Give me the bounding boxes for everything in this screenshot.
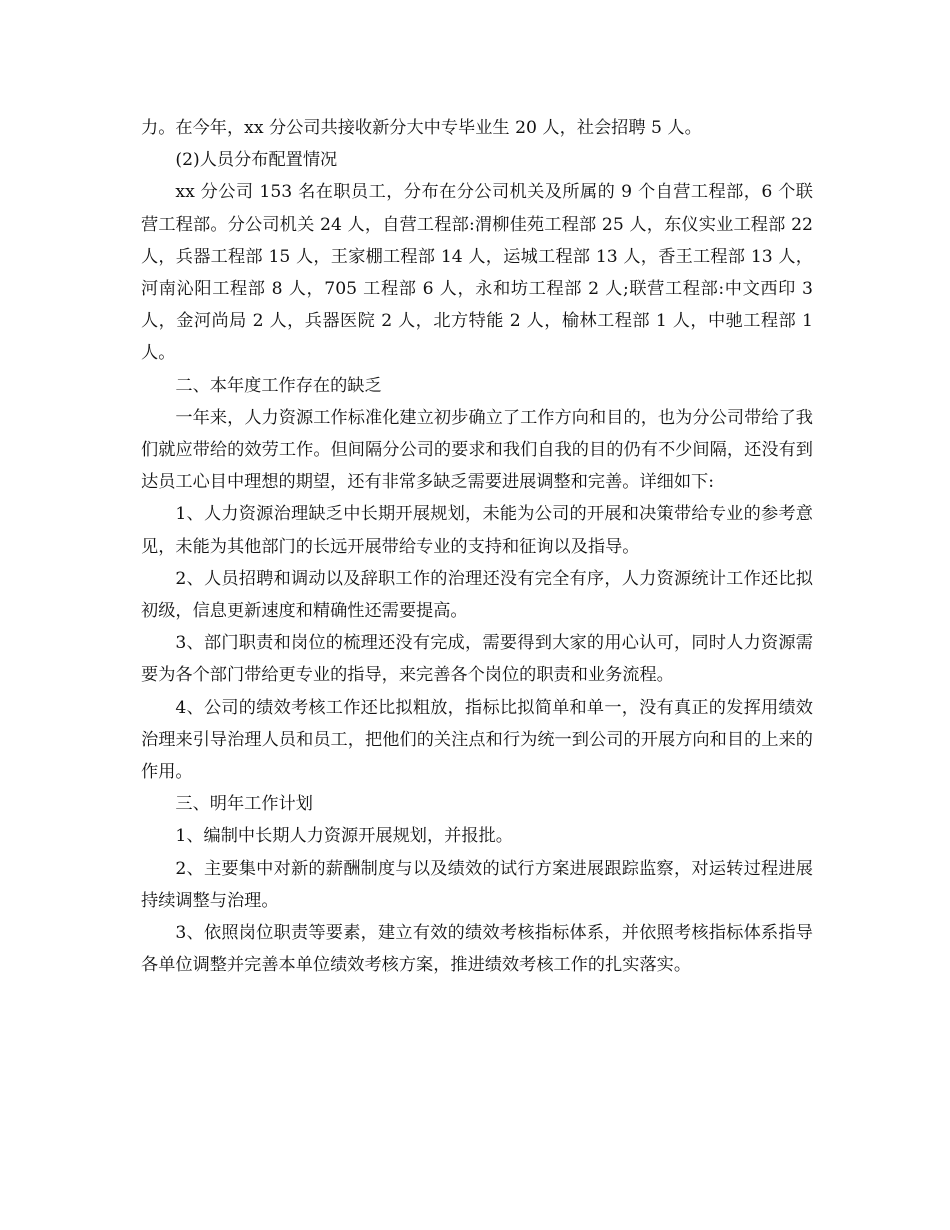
list-item-shortcoming-2: 2、人员招聘和调动以及辞职工作的治理还没有完全有序，人力资源统计工作还比拟初级，信息更新速度和精确性还需要提高。	[141, 568, 813, 622]
list-item-plan-2: 2、主要集中对新的薪酬制度与以及绩效的试行方案进展跟踪监察，对运转过程进展持续调整与治理。	[141, 858, 813, 911]
paragraph-staff-distribution: xx 分公司 153 名在职员工，分布在分公司机关及所属的 9 个自营工程部，6 个联营工程部。分公司机关 24 人，自营工程部:渭柳佳苑工程部 25 人，东仪实业工程部 22 人，兵器工程部 15 人，王家棚工程部 14 人，运城工程部 13 人，香王工程部 13 人，河南沁阳工程部 8 人，705 工程部 6 人，永和坊工程部 2 人;联营工程部:中文西印 3 人，金河尚局 2 人，兵器医院 2 人，北方特能 2 人，榆林工程部 1 人，中驰工程部 1 人。	[141, 182, 813, 364]
list-item-shortcoming-4: 4、公司的绩效考核工作还比拟粗放，指标比拟简单和单一，没有真正的发挥用绩效治理来引导治理人员和员工，把他们的关注点和行为统一到公司的开展方向和目的上来的作用。	[141, 697, 813, 783]
list-item-shortcoming-3: 3、部门职责和岗位的梳理还没有完成，需要得到大家的用心认可，同时人力资源需要为各个部门带给更专业的指导，来完善各个岗位的职责和业务流程。	[141, 633, 813, 686]
document-body	[141, 112, 813, 981]
section-heading-shortcomings: 二、本年度工作存在的缺乏	[175, 375, 382, 396]
list-item-plan-1: 1、编制中长期人力资源开展规划，并报批。	[175, 826, 513, 847]
list-item-plan-3: 3、依照岗位职责等要素，建立有效的绩效考核指标体系，并依照考核指标体系指导各单位调整并完善本单位绩效考核方案，推进绩效考核工作的扎实落实。	[141, 923, 813, 976]
paragraph-continuation: 力。在今年，xx 分公司共接收新分大中专毕业生 20 人，社会招聘 5 人。	[141, 118, 702, 138]
paragraph-shortcomings-intro: 一年来，人力资源工作标准化建立初步确立了工作方向和目的，也为分公司带给了我们就应带给的效劳工作。但间隔分公司的要求和我们自我的目的仍有不少间隔，还没有到达员工心目中理想的期望，还有非常多缺乏需要进展调整和完善。详细如下:	[141, 407, 813, 493]
list-item-shortcoming-1: 1、人力资源治理缺乏中长期开展规划，未能为公司的开展和决策带给专业的参考意见，未能为其他部门的长远开展带给专业的支持和征询以及指导。	[141, 504, 813, 557]
subheading-staff-distribution: (2)人员分布配置情况	[175, 150, 338, 171]
section-heading-next-year-plan: 三、明年工作计划	[175, 794, 313, 815]
